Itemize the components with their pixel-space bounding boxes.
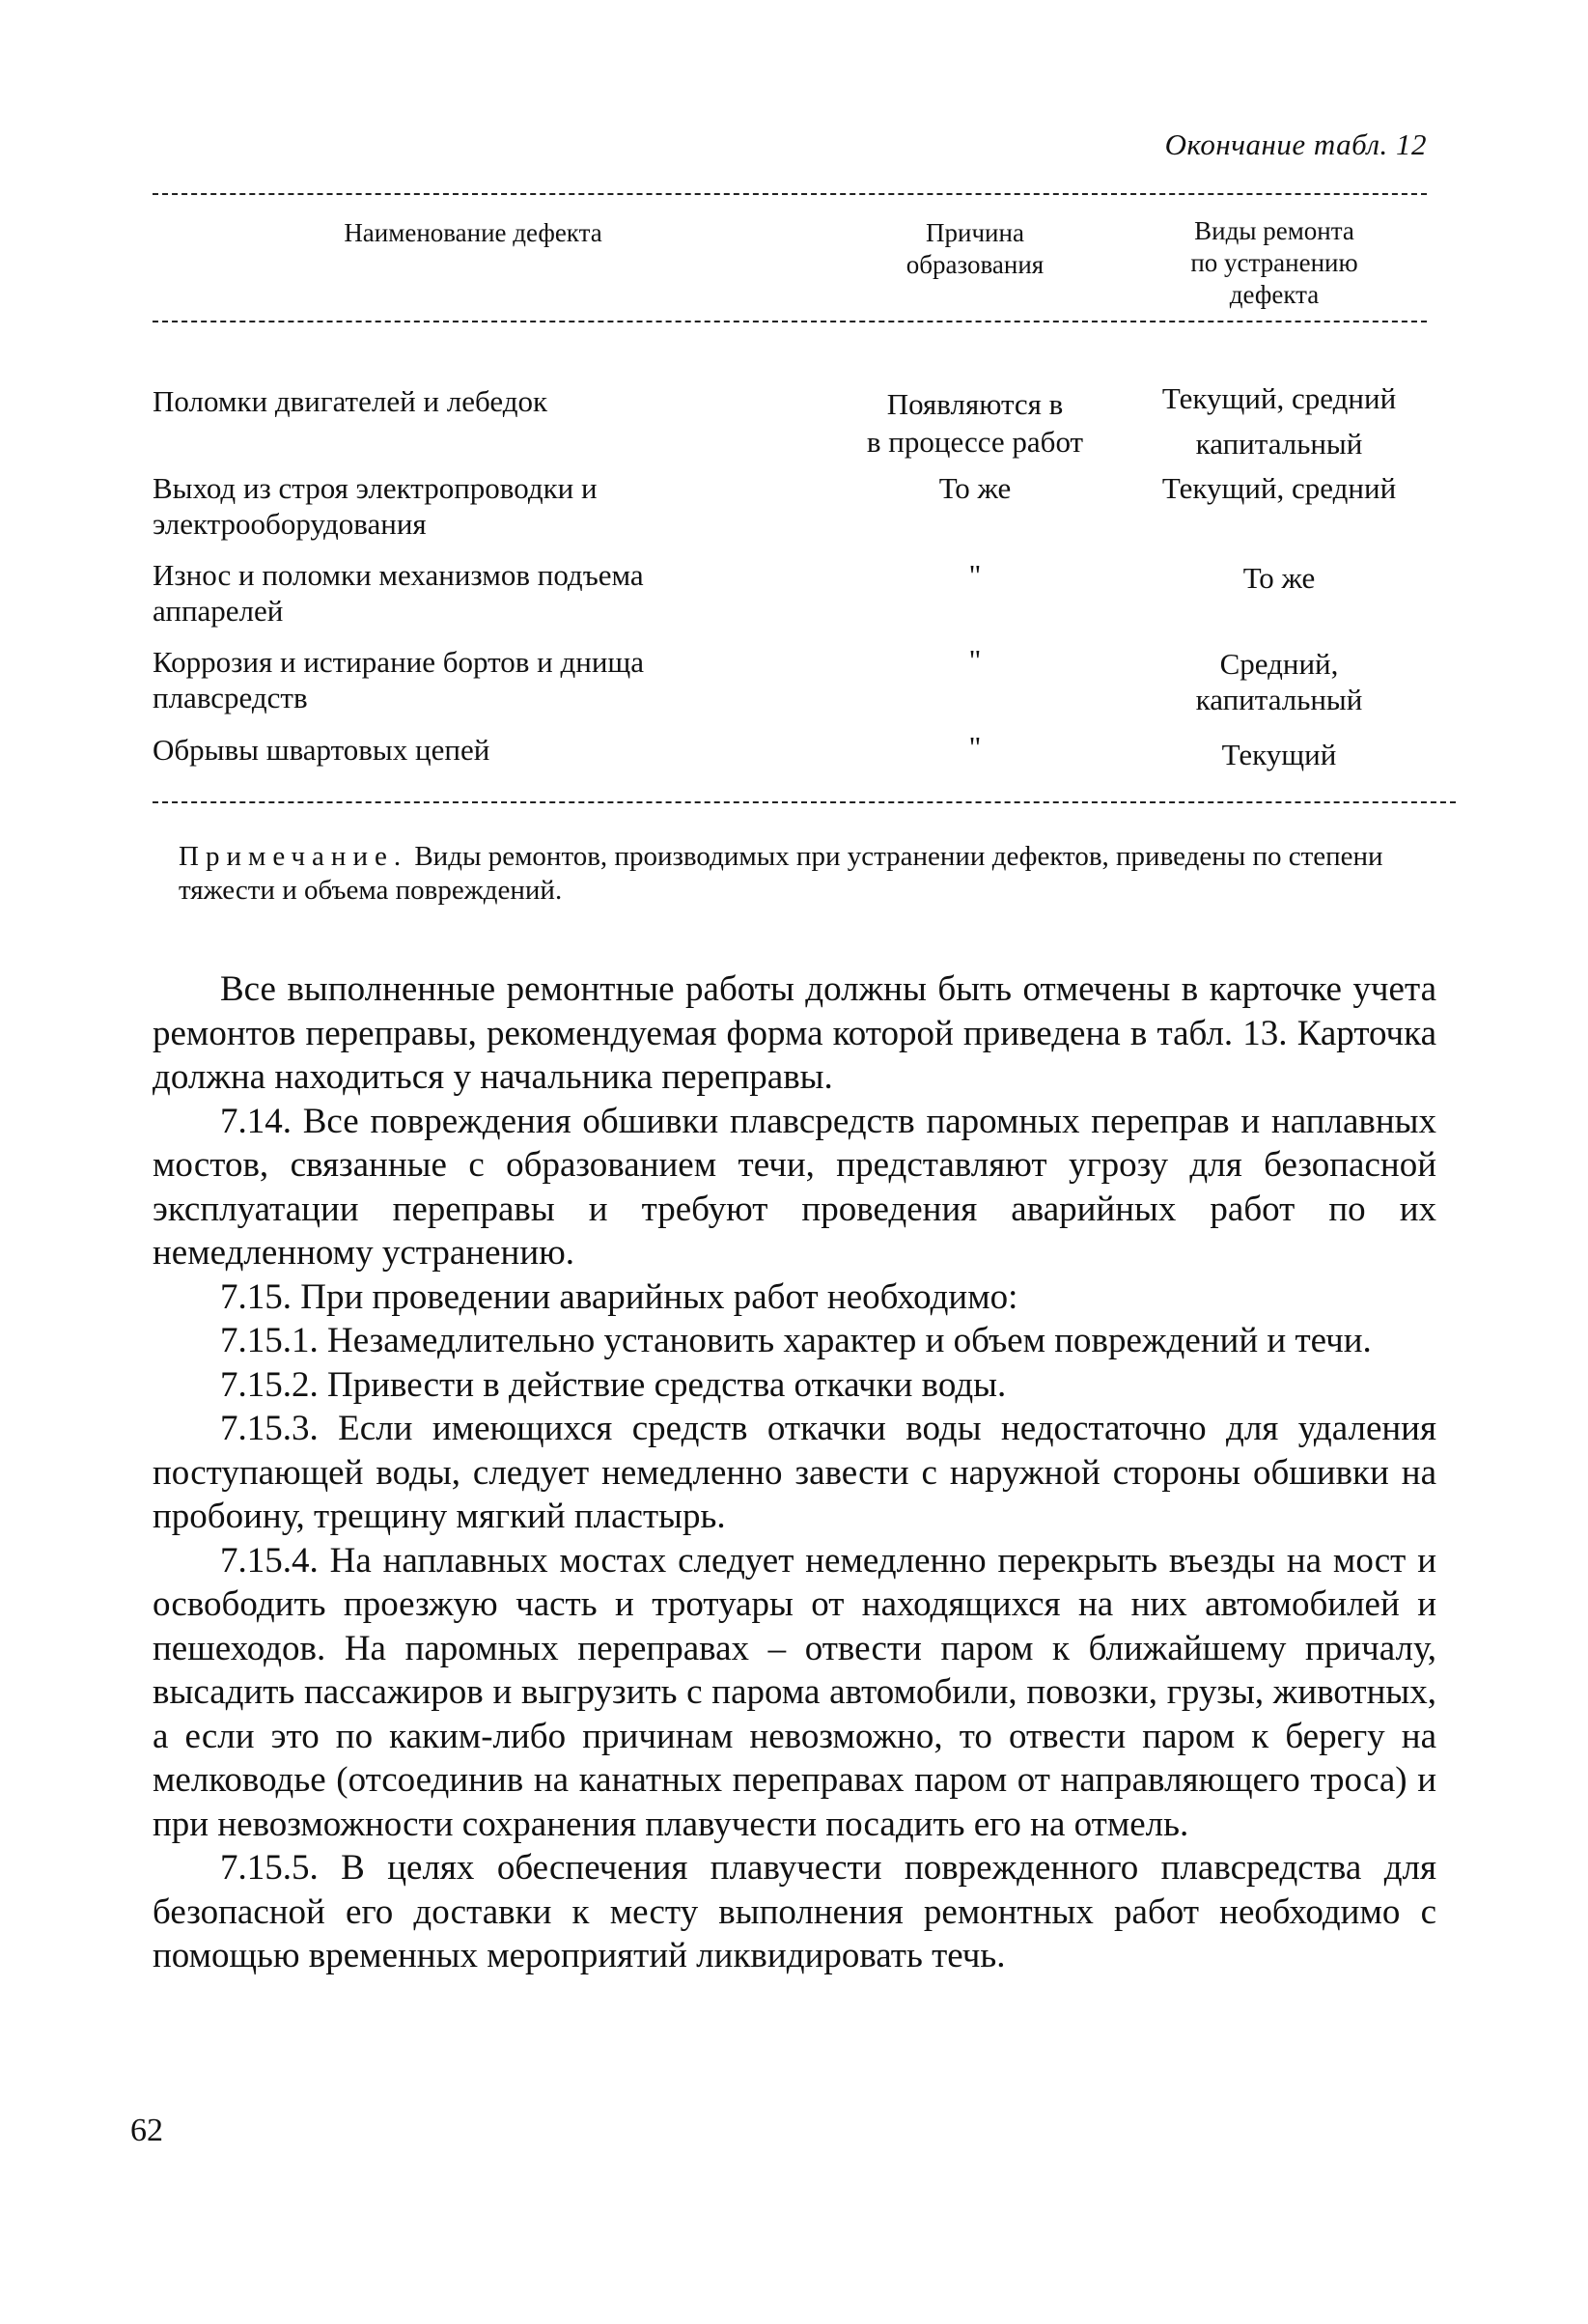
cell-repair: [1110, 737, 1448, 772]
header-cause-line2: образования: [905, 250, 1045, 279]
cell-repair: [1110, 470, 1448, 506]
cell-repair-line: Текущий, средний: [1161, 381, 1397, 415]
cell-cause-line: Появляются в: [886, 387, 1064, 421]
cell-repair-line: капитальный: [1195, 427, 1363, 461]
cell-cause-line: ": [968, 730, 982, 764]
cell-defect-line: Обрывы швартовых цепей: [153, 733, 490, 767]
paragraph: Все выполненные ремонтные работы должны быть отмечены в карточке учета ремонтов переправы, рекомендуемая форма которой приведена в табл. 13. Карточка должна находиться у начальника переправы.: [153, 969, 1436, 1097]
cell-defect-line: Выход из строя электропроводки и: [153, 471, 598, 505]
cell-repair-line: Текущий, средний: [1161, 471, 1397, 505]
note-label: Примечание.: [179, 841, 408, 872]
body-text: [153, 967, 1436, 1978]
cell-defect: [153, 732, 809, 768]
cell-cause-line: в процессе работ: [866, 425, 1084, 459]
paragraph: 7.15.2. Привести в действие средства откачки воды.: [220, 1364, 1007, 1405]
cell-defect-line: аппарелей: [153, 594, 284, 628]
header-repair-line3: дефекта: [1229, 280, 1320, 309]
paragraph: 7.15.3. Если имеющихся средств откачки воды недостаточно для удаления поступающей воды, следует немедленно завести с наружной стороны обшивки на пробоину, трещину мягкий пластырь.: [153, 1409, 1436, 1536]
cell-defect-line: электрооборудования: [153, 507, 427, 541]
paragraph: 7.15.5. В целях обеспечения плавучести поврежденного плавсредства для безопасной его доставки к месту выполнения ремонтных работ необходимо с помощью временных мероприятий ликвидировать течь.: [153, 1848, 1436, 1975]
paragraph: 7.15.4. На наплавных мостах следует немедленно перекрыть въезды на мост и освободить проезжую часть и тротуары от находящихся на них автомобилей и пешеходов. На паромных переправах – отвести паром к ближайшему причалу, высадить пассажиров и выгрузить с парома автомобили, повозки, грузы, животных, а если это по каким-либо причинам невозможно, то отвести паром к берегу на мелководье (отсоединив на канатных переправах паром от направляющего троса) и при невозможности сохранения плавучести посадить его на отмель.: [153, 1540, 1436, 1844]
page-number: 62: [130, 2113, 163, 2148]
cell-repair-line: Средний,: [1219, 647, 1339, 681]
cell-cause-line: То же: [938, 471, 1012, 505]
cell-repair: [1110, 646, 1448, 717]
cell-repair-line: капитальный: [1195, 683, 1363, 716]
header-cause-line1: Причина: [926, 218, 1024, 247]
header-repair: [1129, 215, 1419, 311]
cell-repair: [1110, 560, 1448, 596]
paragraph: 7.15. При проведении аварийных работ необходимо:: [220, 1276, 1018, 1317]
table-caption: Окончание табл. 12: [1164, 127, 1427, 161]
cell-cause: [811, 642, 1139, 678]
cell-cause: [811, 385, 1139, 461]
header-repair-line1: Виды ремонта: [1194, 216, 1354, 245]
cell-repair-line: Текущий: [1221, 738, 1337, 771]
table-bottom-rule: [153, 801, 1456, 803]
cell-defect-line: Коррозия и истирание бортов и днища: [153, 645, 645, 679]
cell-defect: [153, 470, 809, 542]
table-header-rule: [153, 321, 1427, 322]
table-top-rule: [153, 193, 1427, 195]
cell-cause-line: ": [968, 643, 982, 677]
paragraph: 7.14. Все повреждения обшивки плавсредств паромных переправ и наплавных мостов, связанные с образованием течи, представляют угрозу для безопасной эксплуатации переправы и требуют проведения аварийных работ по их немедленному устранению.: [153, 1101, 1436, 1273]
cell-defect-line: плавсредств: [153, 681, 308, 714]
cell-cause: [811, 729, 1139, 765]
cell-cause: [811, 557, 1139, 593]
cell-defect: [153, 383, 809, 419]
header-defect: Наименование дефекта: [344, 218, 602, 247]
cell-cause-line: ": [968, 558, 982, 592]
cell-cause: [811, 470, 1139, 506]
cell-defect: [153, 557, 809, 629]
cell-defect-line: Износ и поломки механизмов подъема: [153, 558, 644, 592]
header-repair-line2: по устранению: [1190, 248, 1358, 277]
header-cause: [830, 217, 1120, 281]
cell-defect: [153, 644, 809, 715]
cell-repair-line: То же: [1242, 561, 1316, 595]
paragraph: 7.15.1. Незамедлительно установить характер и объем повреждений и течи.: [220, 1321, 1372, 1360]
cell-repair: [1110, 376, 1448, 466]
table-note: [179, 840, 1453, 908]
cell-defect-line: Поломки двигателей и лебедок: [153, 384, 548, 418]
note-text: Виды ремонтов, производимых при устранении дефектов, приведены по степени тяжести и объема повреждений.: [179, 841, 1383, 906]
